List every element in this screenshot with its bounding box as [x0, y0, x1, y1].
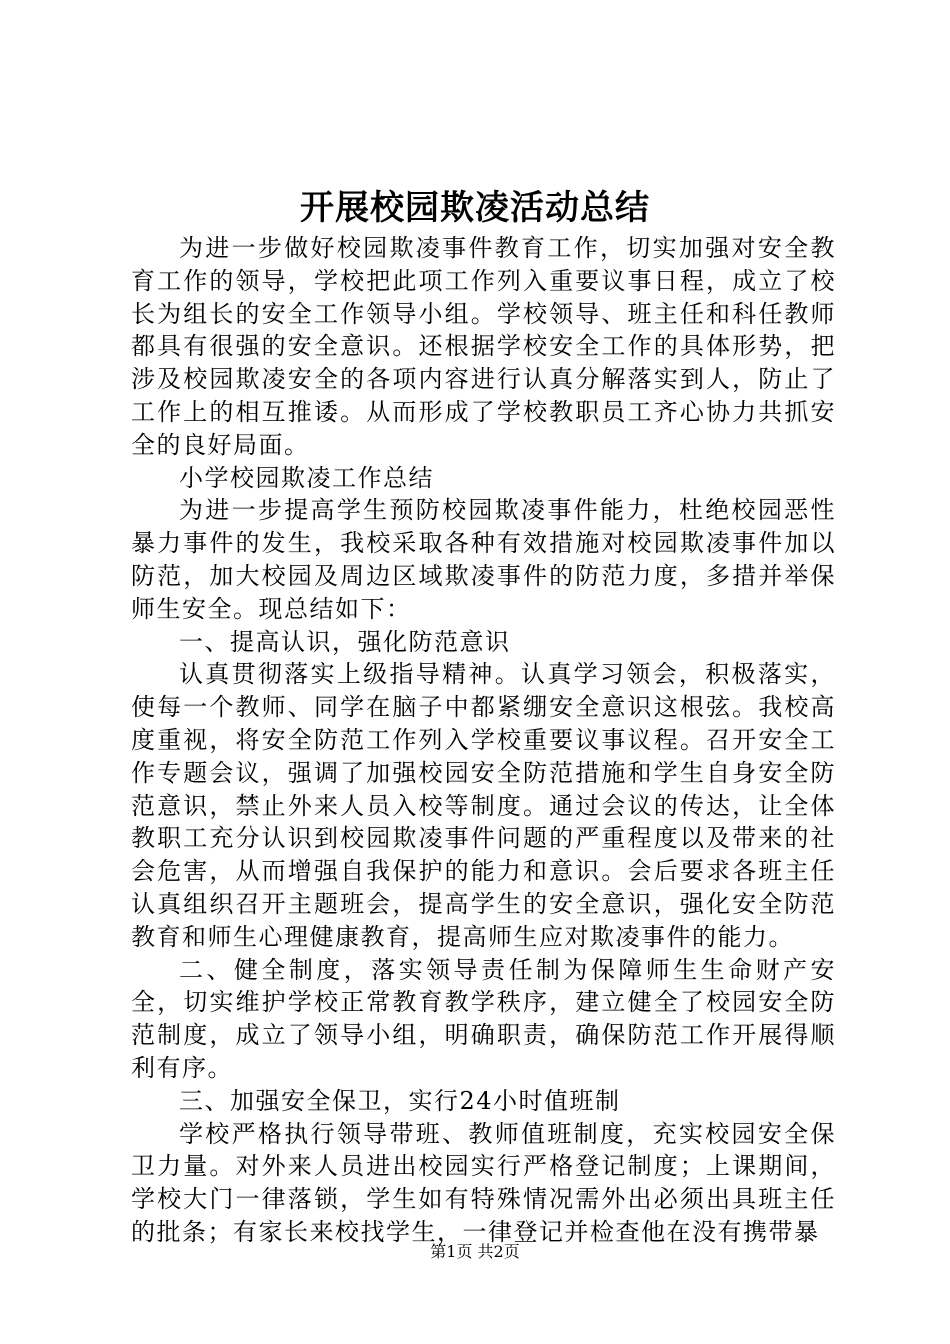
intro-paragraph: 为进一步做好校园欺凌事件教育工作，切实加强对安全教育工作的领导，学校把此项工作列入重要议事日程，成立了校长为组长的安全工作领导小组。学校领导、班主任和科任教师都具有很强的安全意识。还根据学校安全工作的具体形势，把涉及校园欺凌安全的各项内容进行认真分解落实到人，防止了工作上的相互推诿。从而形成了学校教职员工齐心协力共抓安全的良好局面。 [131, 234, 836, 459]
section-1-heading: 一、提高认识，强化防范意识 [179, 627, 511, 656]
section-3-paragraph: 学校严格执行领导带班、教师值班制度，充实校园安全保卫力量。对外来人员进出校园实行严格登记制度；上课期间，学校大门一律落锁，学生如有特殊情况需外出必须出具班主任的批条；有家长来校找学生，一律登记并检查他在没有携带暴 [131, 1119, 836, 1246]
summary-intro-paragraph: 为进一步提高学生预防校园欺凌事件能力，杜绝校园恶性暴力事件的发生，我校采取各种有效措施对校园欺凌事件加以防范，加大校园及周边区域欺凌事件的防范力度，多措并举保师生安全。现总结如下： [131, 496, 836, 623]
page-number-footer: 第1页 共2页 [430, 1242, 520, 1261]
document-body [131, 232, 836, 1249]
section-3-heading: 三、加强安全保卫，实行24小时值班制 [179, 1086, 621, 1115]
subtitle-heading: 小学校园欺凌工作总结 [179, 463, 434, 492]
document-title: 开展校园欺凌活动总结 [300, 188, 650, 228]
section-2-paragraph: 二、健全制度，落实领导责任制为保障师生生命财产安全，切实维护学校正常教育教学秩序，建立健全了校园安全防范制度，成立了领导小组，明确职责，确保防范工作开展得顺利有序。 [131, 955, 836, 1082]
section-1-paragraph: 认真贯彻落实上级指导精神。认真学习领会，积极落实，使每一个教师、同学在脑子中都紧绷安全意识这根弦。我校高度重视，将安全防范工作列入学校重要议事议程。召开安全工作专题会议，强调了加强校园安全防范措施和学生自身安全防范意识，禁止外来人员入校等制度。通过会议的传达，让全体教职工充分认识到校园欺凌事件问题的严重程度以及带来的社会危害，从而增强自我保护的能力和意识。会后要求各班主任认真组织召开主题班会，提高学生的安全意识，强化安全防范教育和师生心理健康教育，提高师生应对欺凌事件的能力。 [131, 660, 836, 951]
